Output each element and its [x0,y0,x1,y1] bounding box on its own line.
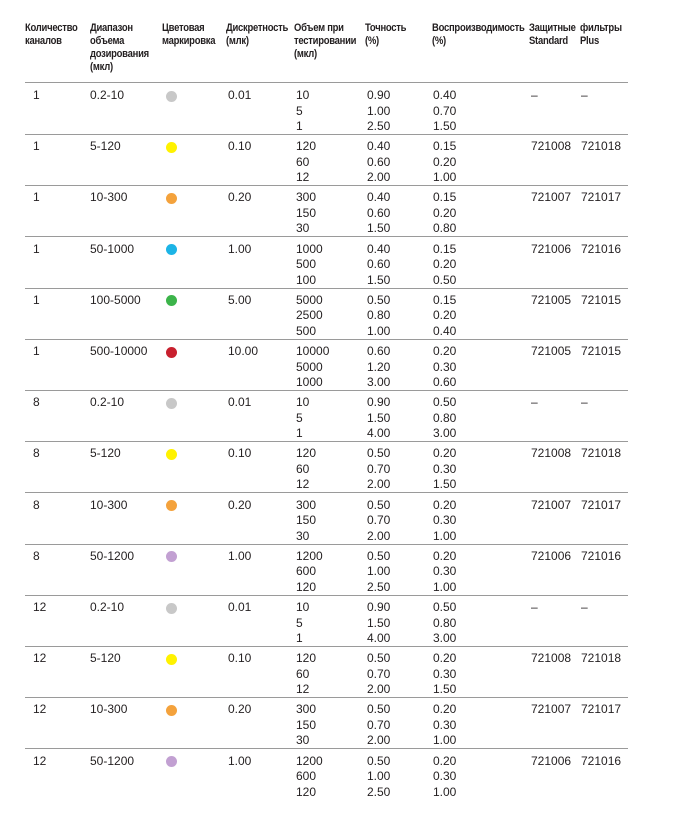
row-channels: 12 [33,753,47,768]
row-test-volumes [296,293,323,340]
value-line: 150 [296,205,317,220]
row-test-volumes [296,549,323,596]
row-filter-standard: 721006 [531,753,572,768]
header-filters-plus [580,22,622,48]
row-accuracy [367,190,390,237]
value-line: 0.20 [433,651,457,666]
value-line: 1 [296,119,303,133]
value-line: 1.00 [367,323,391,338]
value-line: 0.30 [433,564,457,579]
value-line: 0.30 [433,513,457,528]
header-line: (мкл) [90,61,113,73]
row-filter-plus: 721016 [581,241,622,256]
header-line: (мкл) [294,48,317,60]
color-marker-dot [166,142,177,153]
row-filter-plus: 721017 [581,702,622,717]
row-step: 0.01 [228,88,252,102]
row-range: 0.2-10 [90,395,125,410]
header-range [90,22,149,74]
value-line: 5000 [296,292,323,307]
row-channels: 1 [33,88,40,102]
row-range: 50-1000 [90,241,135,256]
value-line: 2.00 [367,170,391,185]
value-line: 5 [296,410,303,425]
row-accuracy [367,702,390,749]
row-precision [433,498,456,545]
value-line: 500 [296,257,317,272]
value-line: 12 [296,170,310,185]
row-step: 0.01 [228,600,252,614]
row-precision [433,600,456,647]
row-precision [433,88,456,135]
row-precision [433,754,456,801]
value-line: 0.40 [433,88,457,102]
value-line: 300 [296,497,317,512]
row-divider [25,595,628,596]
value-line: 10000 [296,344,330,358]
value-line: 0.80 [433,615,457,630]
row-filter-plus: 721018 [581,139,622,154]
value-line: 1.20 [367,359,391,374]
row-range: 5-120 [90,651,121,666]
row-range: 0.2-10 [90,600,125,614]
value-line: 12 [296,682,310,697]
value-line: 0.20 [433,497,457,512]
header-divider [25,82,628,83]
value-line: 0.50 [367,702,391,717]
value-line: 0.20 [433,308,457,323]
row-step: 5.00 [228,292,252,307]
value-line: 0.50 [367,548,391,563]
value-line: 0.60 [367,205,391,220]
row-filter-plus: 721018 [581,446,622,461]
value-line: 0.70 [367,666,391,681]
row-precision [433,549,456,596]
value-line: 0.40 [433,323,457,338]
value-line: 1.00 [433,733,457,748]
header-line: Количество [25,22,78,34]
header-channels [25,22,78,48]
value-line: 1000 [296,241,323,256]
value-line: 0.30 [433,359,457,374]
row-filter-plus: 721015 [581,344,622,358]
value-line: 10 [296,600,310,614]
row-filter-standard: 721007 [531,702,572,717]
color-marker-dot [166,705,177,716]
value-line: 0.80 [433,221,457,236]
row-divider [25,185,628,186]
value-line: 2.50 [367,119,391,133]
value-line: 1.50 [367,221,391,236]
value-line: 0.40 [367,139,391,154]
color-marker-dot [166,551,177,562]
row-divider [25,134,628,135]
header-line: Точность [365,22,407,34]
row-accuracy [367,446,390,493]
value-line: 0.90 [367,600,391,614]
row-accuracy [367,395,390,442]
row-test-volumes [296,88,309,135]
row-filter-standard: 721007 [531,497,572,512]
row-precision [433,242,456,289]
value-line: 0.30 [433,717,457,732]
value-line: 2.00 [367,733,391,748]
value-line: 1 [296,426,303,441]
value-line: 60 [296,154,310,169]
value-line: 1000 [296,375,323,389]
value-line: 3.00 [367,375,391,389]
value-line: 0.15 [433,139,457,154]
row-divider [25,390,628,391]
row-filter-standard: – [531,88,538,102]
row-step: 0.01 [228,395,252,410]
value-line: 0.20 [433,344,457,358]
header-line: Цветовая [162,22,205,34]
header-line: тестировании [294,35,357,47]
row-filter-standard: 721008 [531,139,572,154]
row-divider [25,236,628,237]
header-accuracy [365,22,406,48]
value-line: 0.15 [433,292,457,307]
row-test-volumes [296,446,316,493]
header-line: Диапазон [90,22,133,34]
value-line: 3.00 [433,426,457,441]
value-line: 0.20 [433,257,457,272]
value-line: 30 [296,528,310,543]
row-precision [433,446,456,493]
value-line: 0.70 [433,103,457,118]
row-precision [433,702,456,749]
row-range: 5-120 [90,446,121,461]
value-line: 120 [296,651,317,666]
color-marker-dot [166,500,177,511]
row-channels: 12 [33,651,47,666]
value-line: 10 [296,395,310,410]
row-filter-standard: 721006 [531,241,572,256]
value-line: 120 [296,446,317,461]
row-accuracy [367,498,390,545]
row-step: 10.00 [228,344,259,358]
value-line: 10 [296,88,310,102]
value-line: 0.50 [367,497,391,512]
header-line: фильтры [580,22,622,34]
row-test-volumes [296,139,316,186]
value-line: 1.00 [367,769,391,784]
row-range: 50-1200 [90,753,135,768]
value-line: 0.80 [367,308,391,323]
header-line: каналов [25,35,62,47]
value-line: 0.70 [367,461,391,476]
row-filter-standard: 721007 [531,190,572,205]
value-line: 0.30 [433,769,457,784]
header-step [226,22,288,48]
header-line: маркировка [162,35,216,47]
header-test-volume [294,22,356,61]
row-filter-plus: – [581,395,588,410]
row-filter-plus: 721018 [581,651,622,666]
row-range: 0.2-10 [90,88,125,102]
row-step: 0.20 [228,190,252,205]
color-marker-dot [166,603,177,614]
value-line: 100 [296,272,317,287]
value-line: 600 [296,564,317,579]
header-line: Standard [529,35,568,47]
row-filter-plus: 721015 [581,292,622,307]
value-line: 0.15 [433,241,457,256]
row-step: 0.10 [228,651,252,666]
row-filter-plus: – [581,600,588,614]
row-step: 0.10 [228,446,252,461]
row-divider [25,646,628,647]
header-line: Дискретность [226,22,289,34]
row-accuracy [367,600,390,647]
row-filter-standard: 721008 [531,651,572,666]
row-accuracy [367,549,390,596]
value-line: 0.40 [367,241,391,256]
value-line: 0.60 [367,154,391,169]
value-line: 0.70 [367,513,391,528]
value-line: 0.20 [433,154,457,169]
row-range: 5-120 [90,139,121,154]
color-marker-dot [166,244,177,255]
value-line: 0.50 [367,753,391,768]
value-line: 1200 [296,753,323,768]
color-marker-dot [166,91,177,102]
value-line: 1.00 [433,170,457,185]
row-divider [25,288,628,289]
value-line: 1.00 [433,784,457,799]
header-line: дозирования [90,48,149,60]
row-test-volumes [296,242,323,289]
row-channels: 1 [33,344,40,358]
row-channels: 8 [33,548,40,563]
color-marker-dot [166,756,177,767]
row-test-volumes [296,702,316,749]
header-line: Объем при [294,22,344,34]
row-step: 1.00 [228,753,252,768]
row-filter-standard: 721006 [531,548,572,563]
row-channels: 1 [33,139,40,154]
value-line: 0.15 [433,190,457,205]
row-step: 1.00 [228,241,252,256]
value-line: 120 [296,139,317,154]
header-line: Воспроизводимость [432,22,525,34]
value-line: 120 [296,784,317,799]
value-line: 0.80 [433,410,457,425]
color-marker-dot [166,347,177,358]
value-line: 5 [296,103,303,118]
row-accuracy [367,651,390,698]
row-range: 10-300 [90,190,128,205]
value-line: 3.00 [433,631,457,645]
row-channels: 1 [33,292,40,307]
row-channels: 8 [33,497,40,512]
value-line: 1.50 [433,119,457,133]
row-divider [25,748,628,749]
row-step: 0.20 [228,497,252,512]
value-line: 0.50 [367,651,391,666]
row-divider [25,339,628,340]
value-line: 2.00 [367,477,391,492]
value-line: 5 [296,615,303,630]
row-test-volumes [296,190,316,237]
value-line: 0.90 [367,88,391,102]
value-line: 0.50 [367,446,391,461]
value-line: 30 [296,221,310,236]
row-test-volumes [296,395,309,442]
header-line: объема [90,35,125,47]
value-line: 60 [296,666,310,681]
value-line: 1.00 [433,528,457,543]
header-line: (%) [432,35,446,47]
value-line: 1 [296,631,303,645]
row-step: 0.10 [228,139,252,154]
row-test-volumes [296,498,316,545]
value-line: 1.00 [433,579,457,594]
row-filter-standard: 721008 [531,446,572,461]
value-line: 300 [296,190,317,205]
value-line: 0.50 [367,292,391,307]
value-line: 0.30 [433,461,457,476]
row-accuracy [367,139,390,186]
value-line: 300 [296,702,317,717]
row-divider [25,441,628,442]
value-line: 0.60 [367,344,391,358]
header-line: Защитные [529,22,576,34]
row-channels: 1 [33,190,40,205]
value-line: 0.50 [433,600,457,614]
value-line: 150 [296,513,317,528]
value-line: 500 [296,323,317,338]
row-channels: 12 [33,702,47,717]
row-divider [25,544,628,545]
color-marker-dot [166,295,177,306]
value-line: 0.40 [367,190,391,205]
row-filter-plus: 721017 [581,497,622,512]
color-marker-dot [166,449,177,460]
row-precision [433,651,456,698]
row-test-volumes [296,600,309,647]
header-line: Plus [580,35,599,47]
row-channels: 1 [33,241,40,256]
color-marker-dot [166,398,177,409]
value-line: 12 [296,477,310,492]
value-line: 1.50 [367,272,391,287]
value-line: 1200 [296,548,323,563]
row-test-volumes [296,754,323,801]
value-line: 0.50 [433,272,457,287]
header-line: (%) [365,35,379,47]
row-divider [25,697,628,698]
header-filters-standard [529,22,576,48]
value-line: 1.50 [433,682,457,697]
row-test-volumes [296,651,316,698]
row-accuracy [367,293,390,340]
row-filter-standard: – [531,395,538,410]
row-channels: 12 [33,600,47,614]
value-line: 0.90 [367,395,391,410]
value-line: 1.50 [433,477,457,492]
row-precision [433,190,456,237]
value-line: 0.30 [433,666,457,681]
value-line: 4.00 [367,426,391,441]
value-line: 1.50 [367,410,391,425]
value-line: 1.00 [367,564,391,579]
row-range: 10-300 [90,497,128,512]
row-precision [433,293,456,340]
color-marker-dot [166,654,177,665]
value-line: 2.00 [367,528,391,543]
row-accuracy [367,88,390,135]
row-step: 1.00 [228,548,252,563]
row-filter-standard: 721005 [531,344,572,358]
row-precision [433,344,456,391]
row-accuracy [367,344,390,391]
row-step: 0.20 [228,702,252,717]
header-color [162,22,215,48]
row-precision [433,139,456,186]
row-precision [433,395,456,442]
row-filter-plus: – [581,88,588,102]
value-line: 120 [296,579,317,594]
value-line: 1.00 [367,103,391,118]
row-filter-plus: 721016 [581,753,622,768]
value-line: 2.50 [367,579,391,594]
value-line: 150 [296,717,317,732]
row-channels: 8 [33,446,40,461]
row-range: 500-10000 [90,344,148,358]
value-line: 0.20 [433,205,457,220]
value-line: 2.00 [367,682,391,697]
row-range: 10-300 [90,702,128,717]
value-line: 1.50 [367,615,391,630]
value-line: 0.60 [367,257,391,272]
color-marker-dot [166,193,177,204]
value-line: 0.20 [433,753,457,768]
row-filter-plus: 721017 [581,190,622,205]
value-line: 0.20 [433,702,457,717]
header-precision [432,22,525,48]
value-line: 5000 [296,359,323,374]
row-accuracy [367,242,390,289]
value-line: 0.70 [367,717,391,732]
value-line: 30 [296,733,310,748]
value-line: 60 [296,461,310,476]
row-filter-plus: 721016 [581,548,622,563]
row-filter-standard: 721005 [531,292,572,307]
row-test-volumes [296,344,329,391]
row-range: 50-1200 [90,548,135,563]
value-line: 0.60 [433,375,457,389]
value-line: 2500 [296,308,323,323]
row-range: 100-5000 [90,292,141,307]
value-line: 2.50 [367,784,391,799]
value-line: 0.20 [433,548,457,563]
value-line: 600 [296,769,317,784]
row-divider [25,492,628,493]
value-line: 4.00 [367,631,391,645]
value-line: 0.20 [433,446,457,461]
row-filter-standard: – [531,600,538,614]
header-line: (млк) [226,35,249,47]
row-channels: 8 [33,395,40,410]
row-accuracy [367,754,390,801]
value-line: 0.50 [433,395,457,410]
